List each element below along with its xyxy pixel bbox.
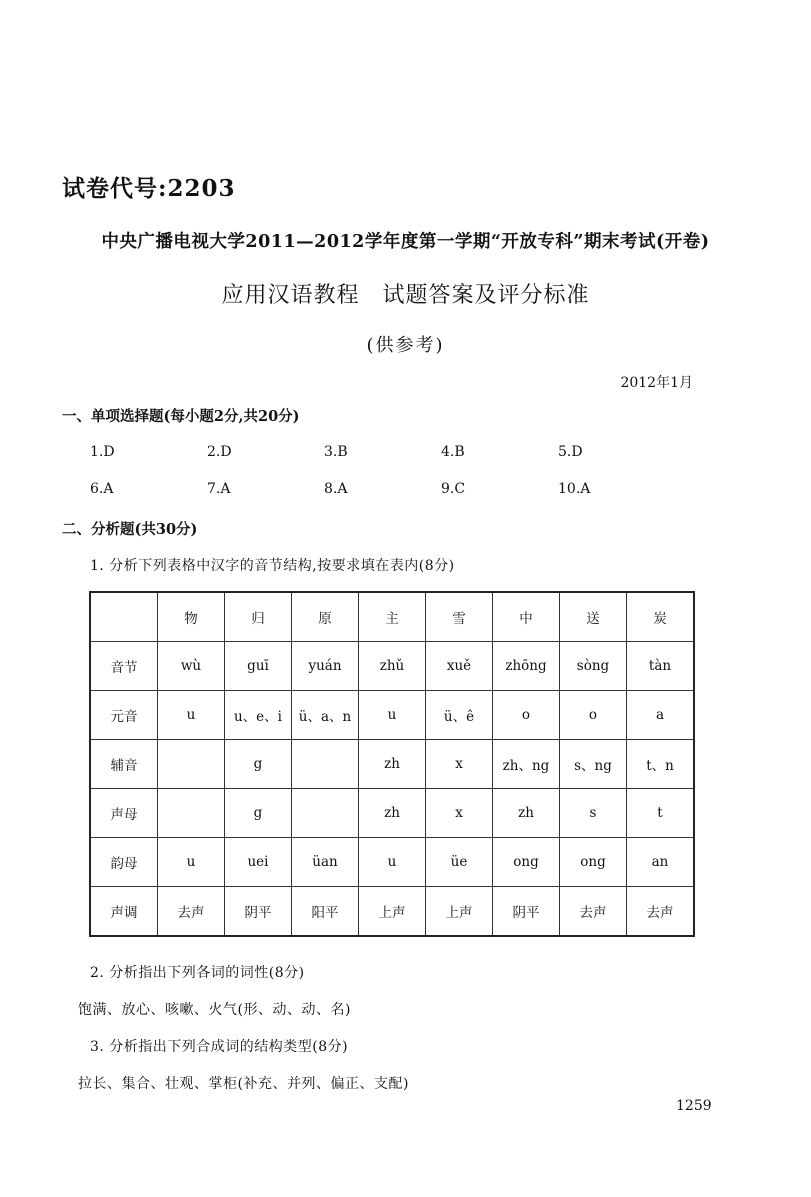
table-cell: 阳平 [292, 887, 359, 937]
table-header-cell: 送 [560, 592, 627, 642]
table-cell: zhǔ [359, 642, 426, 691]
question-3-answer: 拉长、集合、壮观、掌柜(补充、并列、偏正、支配) [78, 1076, 409, 1092]
table-cell: uei [225, 838, 292, 887]
table-header-cell [90, 592, 158, 642]
exam-title: 中央广播电视大学2011—2012学年度第一学期“开放专科”期末考试(开卷) [101, 232, 710, 252]
syllable-table [89, 591, 695, 937]
table-cell: zh [359, 740, 426, 789]
table-cell: t、n [627, 740, 695, 789]
table-cell: o [560, 691, 627, 740]
table-header-cell: 归 [225, 592, 292, 642]
table-header-cell: 原 [292, 592, 359, 642]
table-cell: o [493, 691, 560, 740]
table-cell: wù [158, 642, 225, 691]
question-2: 2. 分析指出下列各词的词性(8分) [90, 965, 305, 981]
document-title: 应用汉语教程 试题答案及评分标准 [221, 283, 590, 308]
table-row [90, 789, 694, 838]
page-number: 1259 [676, 1098, 712, 1114]
table-cell: x [426, 740, 493, 789]
table-cell: 阴平 [493, 887, 560, 937]
table-cell: 去声 [158, 887, 225, 937]
table-cell: 去声 [627, 887, 695, 937]
table-cell: u、e、i [225, 691, 292, 740]
table-header-cell: 雪 [426, 592, 493, 642]
table-header-cell: 中 [493, 592, 560, 642]
table-row [90, 740, 694, 789]
table-row [90, 838, 694, 887]
table-cell: ü、a、n [292, 691, 359, 740]
table-row [90, 642, 694, 691]
table-cell: üan [292, 838, 359, 887]
document-subtitle: (供参考) [366, 335, 445, 356]
document-date: 2012年1月 [620, 375, 693, 391]
table-cell [292, 789, 359, 838]
table-header-cell: 主 [359, 592, 426, 642]
table-cell: ü、ê [426, 691, 493, 740]
table-cell: 去声 [560, 887, 627, 937]
section2-heading: 二、分析题(共30分) [62, 521, 198, 538]
table-cell: 阴平 [225, 887, 292, 937]
table-cell: t [627, 789, 695, 838]
row-label: 音节 [90, 642, 158, 691]
table-cell: s、ng [560, 740, 627, 789]
table-header-row [90, 592, 694, 642]
table-cell: 上声 [426, 887, 493, 937]
row-label: 韵母 [90, 838, 158, 887]
table-cell: u [359, 838, 426, 887]
table-cell: sòng [560, 642, 627, 691]
answer-item: 9.C [441, 481, 466, 497]
table-cell: g [225, 740, 292, 789]
paper-code: 试卷代号:2203 [62, 175, 236, 202]
table-cell: u [359, 691, 426, 740]
question-1: 1. 分析下列表格中汉字的音节结构,按要求填在表内(8分) [90, 558, 455, 574]
table-header-cell: 炭 [627, 592, 695, 642]
table-cell: zh、ng [493, 740, 560, 789]
question-3: 3. 分析指出下列合成词的结构类型(8分) [90, 1039, 349, 1055]
table-cell [292, 740, 359, 789]
table-cell: xuě [426, 642, 493, 691]
row-label: 元音 [90, 691, 158, 740]
section1-heading: 一、单项选择题(每小题2分,共20分) [62, 408, 300, 425]
table-cell: zhōng [493, 642, 560, 691]
table-cell: üe [426, 838, 493, 887]
table-cell: zh [359, 789, 426, 838]
table-cell: an [627, 838, 695, 887]
table-cell [158, 789, 225, 838]
table-cell: s [560, 789, 627, 838]
table-cell: zh [493, 789, 560, 838]
answer-item: 7.A [207, 481, 231, 497]
table-cell: yuán [292, 642, 359, 691]
table-cell: ong [493, 838, 560, 887]
answer-item: 1.D [90, 444, 115, 460]
table-cell: tàn [627, 642, 695, 691]
table-cell: u [158, 838, 225, 887]
answer-item: 8.A [324, 481, 348, 497]
table-cell: x [426, 789, 493, 838]
row-label: 声母 [90, 789, 158, 838]
table-cell [158, 740, 225, 789]
table-header-cell: 物 [158, 592, 225, 642]
table-cell: a [627, 691, 695, 740]
table-cell: g [225, 789, 292, 838]
table-row [90, 691, 694, 740]
answer-item: 10.A [558, 481, 591, 497]
table-cell: 上声 [359, 887, 426, 937]
answer-item: 6.A [90, 481, 114, 497]
table-cell: guī [225, 642, 292, 691]
question-2-answer: 饱满、放心、咳嗽、火气(形、动、动、名) [78, 1002, 351, 1018]
table-row [90, 887, 694, 937]
row-label: 辅音 [90, 740, 158, 789]
answer-item: 5.D [558, 444, 583, 460]
table-cell: u [158, 691, 225, 740]
answer-item: 2.D [207, 444, 232, 460]
answer-item: 3.B [324, 444, 348, 460]
answer-item: 4.B [441, 444, 465, 460]
table-cell: ong [560, 838, 627, 887]
row-label: 声调 [90, 887, 158, 937]
